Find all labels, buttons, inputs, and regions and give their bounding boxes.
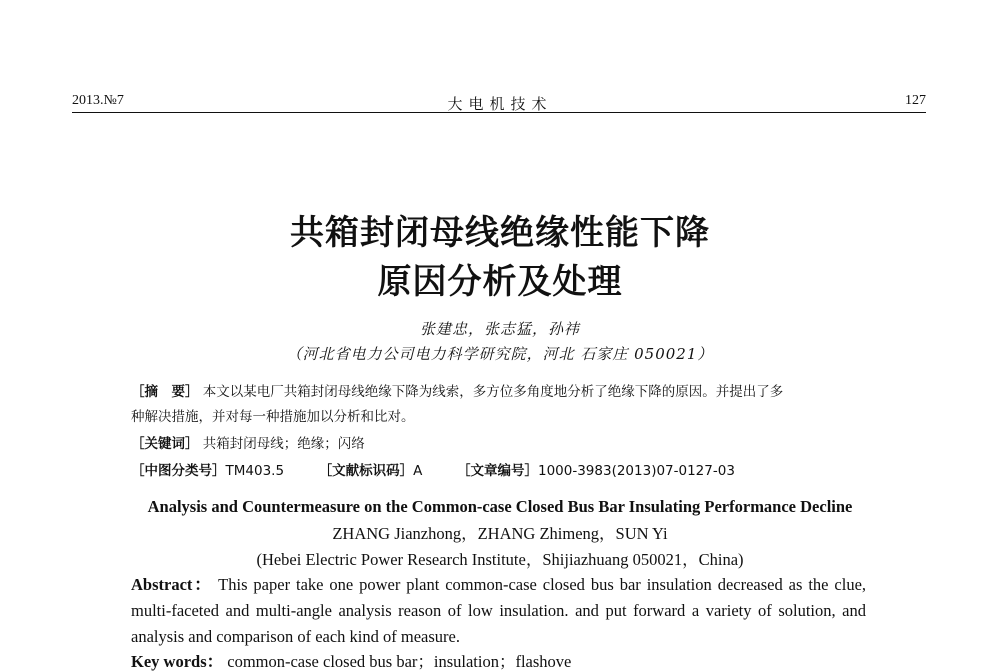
cn-abstract-text-line-2: 种解决措施，并对每一种措施加以分析和比对。 (131, 409, 415, 425)
cn-abstract-label: ［摘 要］ (131, 384, 199, 400)
en-abstract (131, 572, 866, 650)
en-affiliation: (Hebei Electric Power Research Institute，Shijiazhuang 050021，China) (256, 550, 744, 569)
en-abstract-label: Abstract： (131, 575, 213, 594)
cn-keywords (131, 432, 871, 457)
cn-affiliation: （河北省电力公司电力科学研究院，河北 石家庄 050021） (286, 345, 714, 363)
en-authors: ZHANG Jianzhong，ZHANG Zhimeng，SUN Yi (332, 524, 668, 543)
page-number: 127 (905, 93, 926, 108)
cn-abstract-text-line-1: 本文以某电厂共箱封闭母线绝缘下降为线索，多方位多角度地分析了绝缘下降的原因。并提出了多 (202, 384, 784, 400)
paper-title-line-2: 原因分析及处理 (377, 262, 623, 302)
en-title: Analysis and Countermeasure on the Common-case Closed Bus Bar Insulating Performance Decline (147, 497, 853, 516)
en-keywords-text: common-case closed bus bar；insulation；flashove (227, 652, 572, 671)
doc-code-label: ［文献标识码］ (318, 463, 414, 479)
clc-value: TM403.5 (225, 463, 285, 479)
article-no-label: ［文章编号］ (456, 463, 538, 479)
en-abstract-text: This paper take one power plant common-case closed bus bar insulation decreased as the clue, multi-faceted and multi-angle analysis reason of low insulation. and put forward a variety of solution, and analysis and comparison of each kind of measure. (131, 575, 867, 646)
en-keywords-label: Key words： (131, 652, 224, 671)
en-keywords (131, 648, 571, 672)
paper-title-line-1: 共箱封闭母线绝缘性能下降 (290, 213, 710, 253)
classification-line (131, 459, 871, 484)
cn-keywords-label: ［关键词］ (131, 436, 199, 452)
cn-authors: 张建忠，张志猛，孙祎 (419, 320, 580, 338)
journal-name: 大电机技术 (447, 95, 553, 113)
cn-abstract (131, 380, 871, 430)
doc-code-value: A (413, 463, 423, 479)
clc-label: ［中图分类号］ (131, 463, 226, 479)
article-no-value: 1000-3983(2013)07-0127-03 (537, 463, 735, 479)
cn-keywords-text: 共箱封闭母线；绝缘；闪络 (202, 436, 365, 452)
issue-number: 2013.№7 (72, 93, 124, 108)
header-rule (72, 112, 926, 113)
